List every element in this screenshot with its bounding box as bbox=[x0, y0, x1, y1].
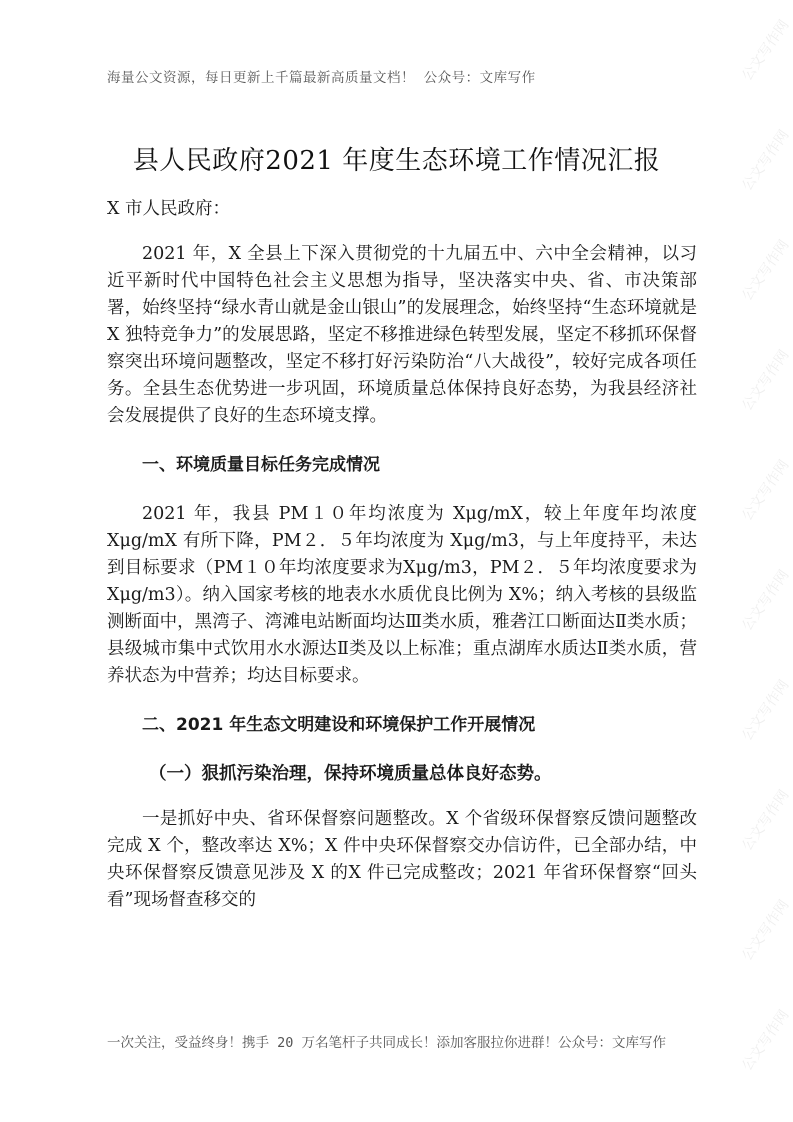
section-2-subheading: （一）狠抓污染治理，保持环境质量总体良好态势。 bbox=[149, 764, 552, 784]
watermark-text: 公文写作网 bbox=[739, 347, 793, 414]
salutation: X 市人民政府： bbox=[107, 199, 231, 219]
watermark-text: 公文写作网 bbox=[739, 17, 793, 84]
document-title: 县人民政府2021 年度生态环境工作情况汇报 bbox=[132, 146, 661, 176]
watermark-text: 公文写作网 bbox=[739, 237, 793, 304]
watermark-text: 公文写作网 bbox=[739, 567, 793, 634]
watermark-text: 公文写作网 bbox=[739, 897, 793, 964]
page-footer: 一次关注，受益终身！携手 20 万名笔杆子共同成长！添加客服拉你进群！公众号：文库写作 bbox=[107, 1035, 667, 1051]
watermark-text: 公文写作网 bbox=[739, 787, 793, 854]
watermark-text: 公文写作网 bbox=[739, 127, 793, 194]
section-2-paragraph: 一是抓好中央、省环保督察问题整改。X 个省级环保督察反馈问题整改完成 X 个，整改率达 X%；X 件中央环保督察交办信访件，已全部办结，中央环保督察反馈意见涉及 X 的X 件已完成整改；2021 年省环保督察“回头看”现场督查移交的 bbox=[107, 809, 697, 910]
section-1-heading: 一、环境质量目标任务完成情况 bbox=[142, 455, 380, 475]
watermark-text: 公文写作网 bbox=[739, 677, 793, 744]
watermark-text: 公文写作网 bbox=[739, 1007, 793, 1074]
watermark-text: 公文写作网 bbox=[739, 457, 793, 524]
page-header: 海量公文资源，每日更新上千篇最新高质量文档！ 公众号：文库写作 bbox=[107, 70, 536, 86]
section-1-paragraph: 2021 年，我县 PM１０年均浓度为 Xμg/mX，较上年度年均浓度 Xμg/mX 有所下降，PM２．５年均浓度为 Xμg/m3，与上年度持平，未达到目标要求（PM１０年均浓度要求为Xμg/m3，PM２．５年均浓度要求为 Xμg/m3）。纳入国家考核的地表水水质优良比例为 X%；纳入考核的县级监测断面中，黑湾子、湾滩电站断面均达Ⅲ类水质，雅砻江口断面达Ⅱ类水质；县级城市集中式饮用水水源达Ⅱ类及以上标准；重点湖库水质达Ⅱ类水质，营养状态为中营养；均达目标要求。 bbox=[107, 504, 697, 686]
section-2-heading: 二、2021 年生态文明建设和环境保护工作开展情况 bbox=[142, 715, 536, 735]
intro-paragraph: 2021 年，X 全县上下深入贯彻党的十九届五中、六中全会精神，以习近平新时代中国特色社会主义思想为指导，坚决落实中央、省、市决策部署，始终坚持“绿水青山就是金山银山”的发展理念，始终坚持“生态环境就是 X 独特竞争力”的发展思路，坚定不移推进绿色转型发展，坚定不移抓环保督察突出环境问题整改，坚定不移打好污染防治“八大战役”，较好完成各项任务。全县生态优势进一步巩固，环境质量总体保持良好态势，为我县经济社会发展提供了良好的生态环境支撑。 bbox=[107, 244, 697, 426]
document-body bbox=[107, 196, 697, 914]
